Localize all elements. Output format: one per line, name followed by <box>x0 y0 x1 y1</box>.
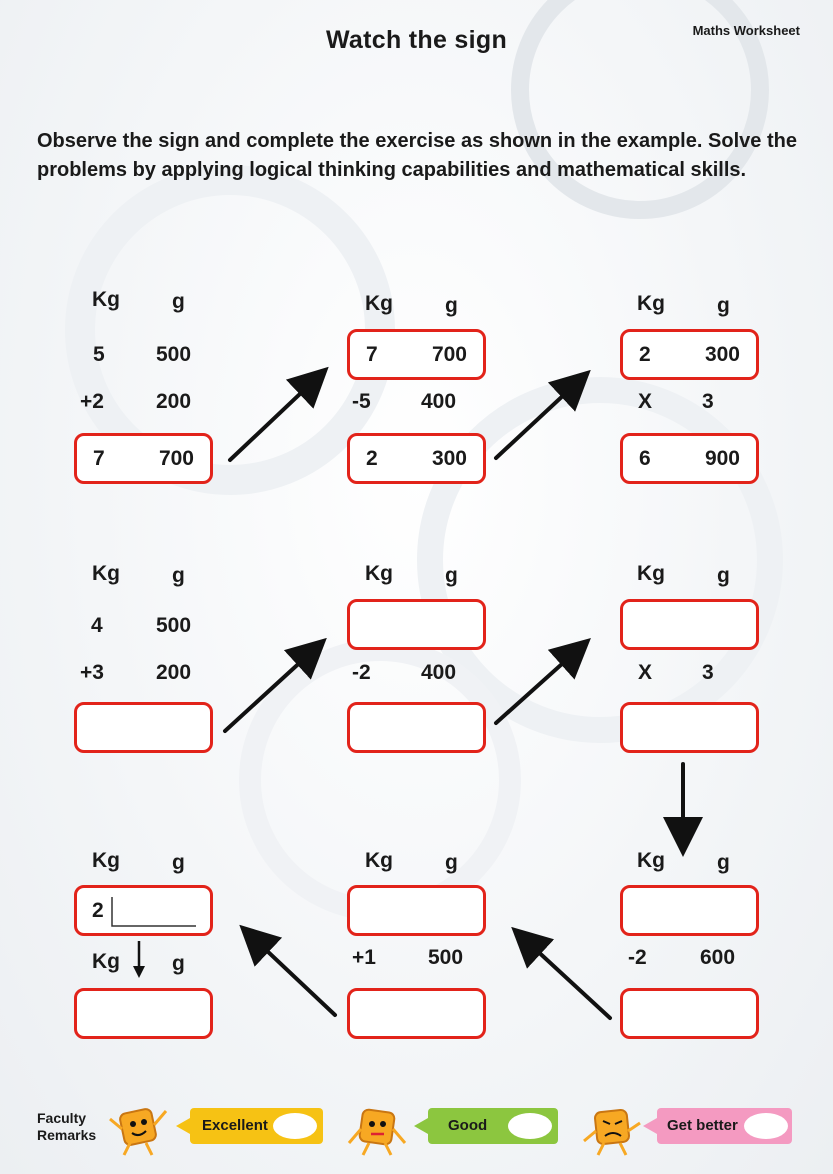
operation-g: 400 <box>421 661 457 684</box>
unit-g-header: g <box>717 851 730 874</box>
arrow-up-right <box>496 646 582 723</box>
start-g: 300 <box>704 343 740 366</box>
operation-g: 400 <box>421 390 457 413</box>
unit-kg-header: Kg <box>637 292 665 315</box>
unit-kg-header: Kg <box>92 562 120 585</box>
answer-g: 700 <box>158 447 194 470</box>
divisor-value: 2 <box>92 899 104 922</box>
rating-checkbox[interactable] <box>744 1113 788 1139</box>
faculty-remarks-label <box>37 1110 96 1144</box>
unit-kg-header: Kg <box>365 562 393 585</box>
answer-kg: 6 <box>639 447 651 470</box>
mascot-sad-icon <box>578 1103 648 1159</box>
unit-kg-header: Kg <box>637 562 665 585</box>
mascot-neutral-icon <box>343 1103 413 1159</box>
unit-g-header: g <box>172 564 185 587</box>
arrow-up-left <box>520 935 610 1018</box>
rating-checkbox[interactable] <box>508 1113 552 1139</box>
start-kg: 7 <box>366 343 378 366</box>
start-g-value: 500 <box>156 343 192 366</box>
rating-label: Excellent <box>202 1117 268 1134</box>
arrow-up-right <box>225 646 318 731</box>
operation-g: 200 <box>156 390 192 413</box>
instructions: Observe the sign and complete the exercise as shown in the example. Solve the problems by applying logical thinking capabilities and mathematical skills. <box>37 130 797 181</box>
start-kg: 2 <box>639 343 651 366</box>
operation-g: 200 <box>156 661 192 684</box>
rating-excellent[interactable] <box>190 1108 323 1144</box>
answer-kg: 2 <box>366 447 378 470</box>
operation-g: 500 <box>428 946 464 969</box>
unit-g-header: g <box>445 294 458 317</box>
unit-kg-header: Kg <box>92 849 120 872</box>
rating-pointer <box>414 1118 428 1134</box>
unit-g-header: g <box>172 290 185 313</box>
operation-kg: +1 <box>352 946 376 969</box>
operation-g: 3 <box>702 390 714 413</box>
start-kg-value: 4 <box>91 614 103 637</box>
remarks-line-2: Remarks <box>37 1127 97 1143</box>
unit-kg-header: Kg <box>92 950 120 973</box>
page-title: Watch the sign <box>325 26 508 54</box>
operation-kg: -2 <box>352 661 371 684</box>
arrow-up-right <box>230 375 320 460</box>
rating-label: Good <box>448 1117 488 1134</box>
rating-get-better[interactable] <box>657 1108 792 1144</box>
remarks-line-1: Faculty <box>37 1110 87 1126</box>
rating-label: Get better <box>667 1117 738 1134</box>
operation-kg: X <box>638 390 653 413</box>
start-kg-value: 5 <box>93 343 105 366</box>
answer-g: 900 <box>704 447 740 470</box>
unit-g-header: g <box>717 564 730 587</box>
unit-kg-header: Kg <box>365 849 393 872</box>
operation-kg: -2 <box>628 946 647 969</box>
operation-kg: -5 <box>352 390 371 413</box>
operation-g: 3 <box>702 661 714 684</box>
rating-pointer <box>643 1118 657 1134</box>
rating-checkbox[interactable] <box>273 1113 317 1139</box>
operation-kg: +3 <box>80 661 104 684</box>
answer-kg: 7 <box>93 447 105 470</box>
unit-g-header: g <box>172 851 185 874</box>
rating-good[interactable] <box>428 1108 558 1144</box>
operation-kg: +2 <box>80 390 104 413</box>
unit-g-header: g <box>717 294 730 317</box>
rating-pointer <box>176 1118 190 1134</box>
unit-kg-header: Kg <box>365 292 393 315</box>
operation-g: 600 <box>700 946 736 969</box>
answer-g: 300 <box>431 447 467 470</box>
unit-kg-header: Kg <box>92 288 120 311</box>
worksheet-label: Maths Worksheet <box>692 23 800 38</box>
unit-kg-header: Kg <box>637 849 665 872</box>
unit-g-header: g <box>445 564 458 587</box>
unit-g-header: g <box>172 952 185 975</box>
mascot-happy-icon <box>104 1103 174 1159</box>
start-g: 700 <box>431 343 467 366</box>
division-bracket <box>112 897 196 926</box>
arrow-up-right <box>496 378 582 458</box>
unit-g-header: g <box>445 851 458 874</box>
start-g-value: 500 <box>156 614 192 637</box>
operation-kg: X <box>638 661 653 684</box>
arrow-up-left <box>248 933 335 1015</box>
